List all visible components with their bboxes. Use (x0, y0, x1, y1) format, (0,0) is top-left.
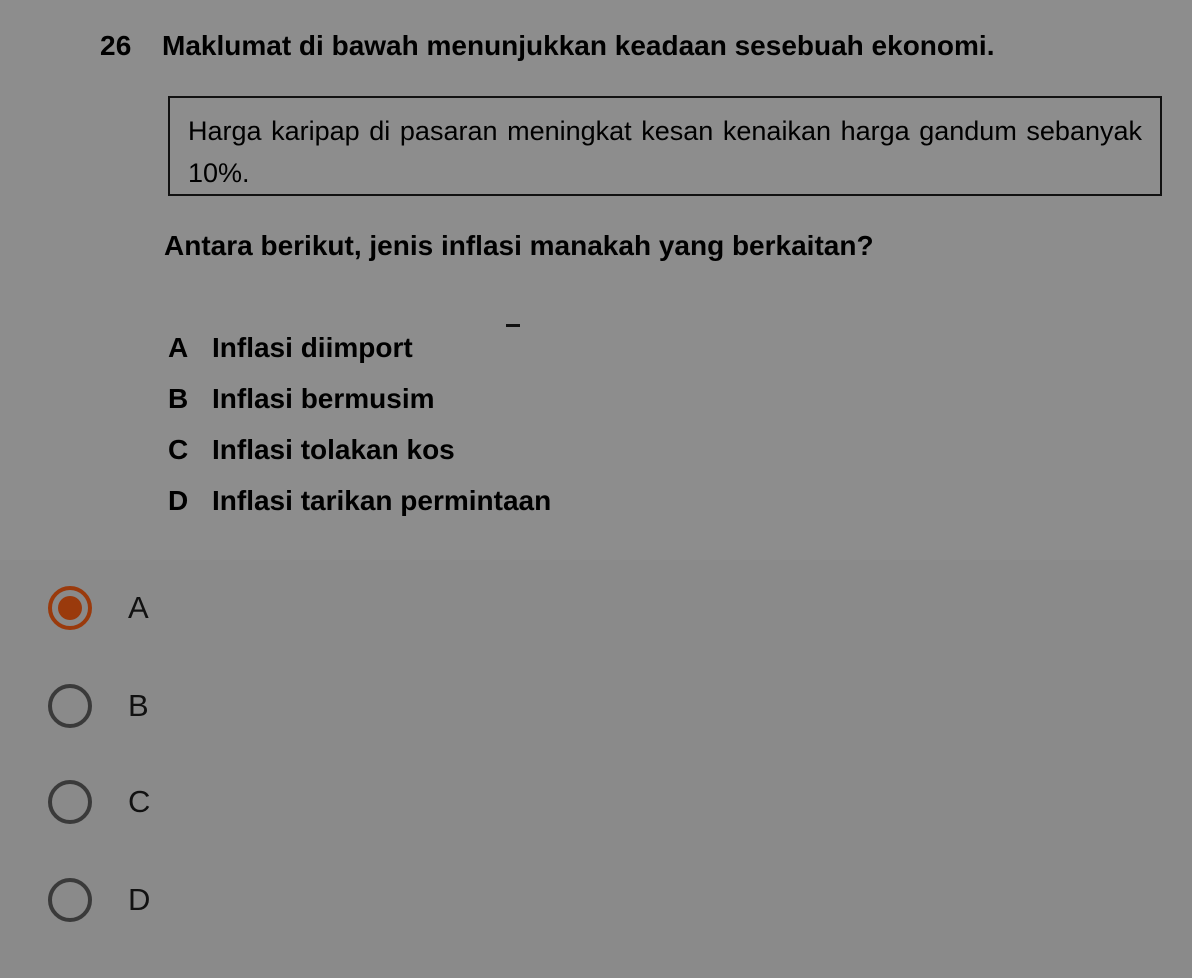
radio-unselected-icon[interactable] (48, 878, 92, 922)
option-text: Inflasi tarikan permintaan (212, 484, 552, 516)
answer-label: A (128, 590, 149, 625)
option-letter: D (168, 484, 189, 516)
question-prompt: Antara berikut, jenis inflasi manakah yang berkaitan? (164, 230, 874, 261)
option-text: Inflasi tolakan kos (212, 433, 455, 465)
option-list (168, 322, 551, 526)
option-letter: A (168, 331, 189, 363)
radio-unselected-icon[interactable] (48, 684, 92, 728)
option-text: Inflasi bermusim (212, 382, 435, 414)
answer-choice-d[interactable] (48, 860, 448, 940)
answer-label: D (128, 882, 151, 917)
option-c (168, 424, 551, 475)
answer-choice-a[interactable] (48, 568, 448, 648)
option-b (168, 373, 551, 424)
answer-label: C (128, 784, 151, 819)
option-a (168, 322, 551, 373)
answer-choice-b[interactable] (48, 666, 448, 746)
radio-unselected-icon[interactable] (48, 780, 92, 824)
question-stem: Maklumat di bawah menunjukkan keadaan sesebuah ekonomi. (162, 30, 995, 61)
radio-selected-icon[interactable] (48, 586, 92, 630)
info-box: Harga karipap di pasaran meningkat kesan kenaikan harga gandum sebanyak 10%. (168, 96, 1162, 196)
answer-choice-c[interactable] (48, 762, 448, 842)
pen-mark (506, 324, 520, 327)
option-letter: B (168, 382, 189, 414)
question-number: 26 (100, 30, 132, 61)
option-d (168, 475, 551, 526)
option-letter: C (168, 433, 189, 465)
answer-label: B (128, 688, 149, 723)
option-text: Inflasi diimport (212, 331, 413, 363)
